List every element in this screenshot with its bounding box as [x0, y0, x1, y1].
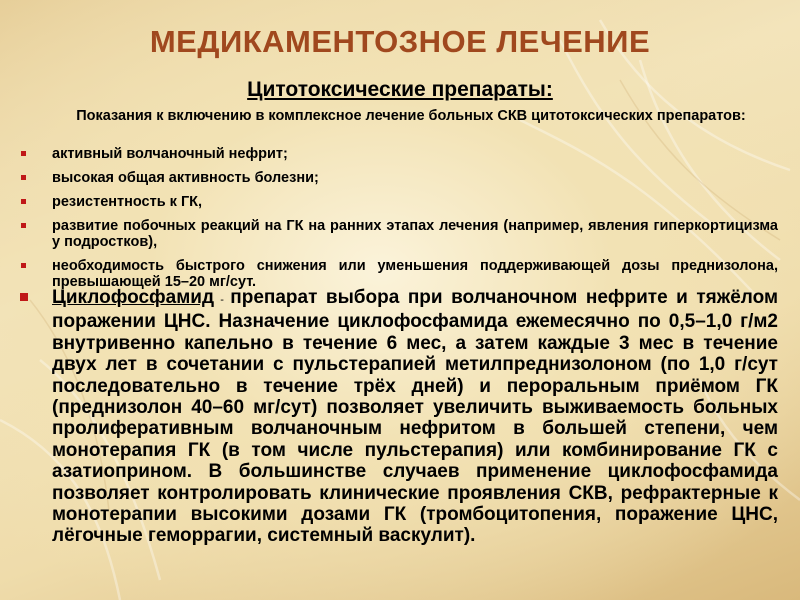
drug-dash: -	[214, 294, 231, 306]
bullet-square-icon	[21, 223, 26, 228]
drug-description: препарат выбора при волчаночном нефрите и тяжёлом поражении ЦНС. Назначение циклофосфамида ежемесячно по 0,5–1,0 г/м2 внутривенно капельно в течение 6 мес, а затем каждые 3 мес в течение двух лет в сочетании с пульстерапией метилпреднизолоном (по 1,0 г/сут последовательно в течение трёх дней) и пероральным приёмом ГК (преднизолон 40–60 мг/сут) позволяет увеличить выживаемость больных пролиферативным волчаночным нефритом в большей степени, чем монотерапия ГК (в том числе пульстерапия) или комбинирование ГК с азатиоприном. В большинстве случаев применение циклофосфамида позволяет контролировать клинические проявления СКВ, рефрактерные к монотерапии высокими дозами ГК (тромбоцитопения, поражение ЦНС, лёгочные геморрагии, системный васкулит).	[52, 287, 778, 547]
list-item-text: высокая общая активность болезни;	[52, 170, 319, 186]
list-item	[18, 218, 778, 250]
list-item-text: необходимость быстрого снижения или уменьшения поддерживающей дозы преднизолона, превышающей 15–20 мг/сут.	[52, 258, 778, 290]
bullet-square-icon	[21, 175, 26, 180]
list-item-text: развитие побочных реакций на ГК на ранних этапах лечения (например, явления гиперкортицизма у подростков),	[52, 218, 778, 250]
cyclophosphamide-text-block	[52, 287, 778, 547]
bullet-square-icon	[21, 199, 26, 204]
section-subtitle: Цитотоксические препараты:	[247, 78, 553, 101]
indications-list	[18, 146, 778, 298]
list-item	[18, 170, 778, 186]
bullet-square-icon	[20, 293, 28, 301]
bullet-square-icon	[21, 263, 26, 268]
list-item	[18, 146, 778, 162]
indications-intro: Показания к включению в комплексное лечение больных СКВ цитотоксических препаратов:	[76, 108, 746, 124]
cyclophosphamide-paragraph	[18, 287, 778, 547]
slide-title: МЕДИКАМЕНТОЗНОЕ ЛЕЧЕНИЕ	[149, 24, 651, 59]
list-item	[18, 258, 778, 290]
list-item-text: активный волчаночный нефрит;	[52, 146, 288, 162]
drug-name: Циклофосфамид	[52, 287, 215, 308]
list-item-text: резистентность к ГК,	[52, 194, 203, 210]
bullet-square-icon	[21, 151, 26, 156]
list-item	[18, 194, 778, 210]
